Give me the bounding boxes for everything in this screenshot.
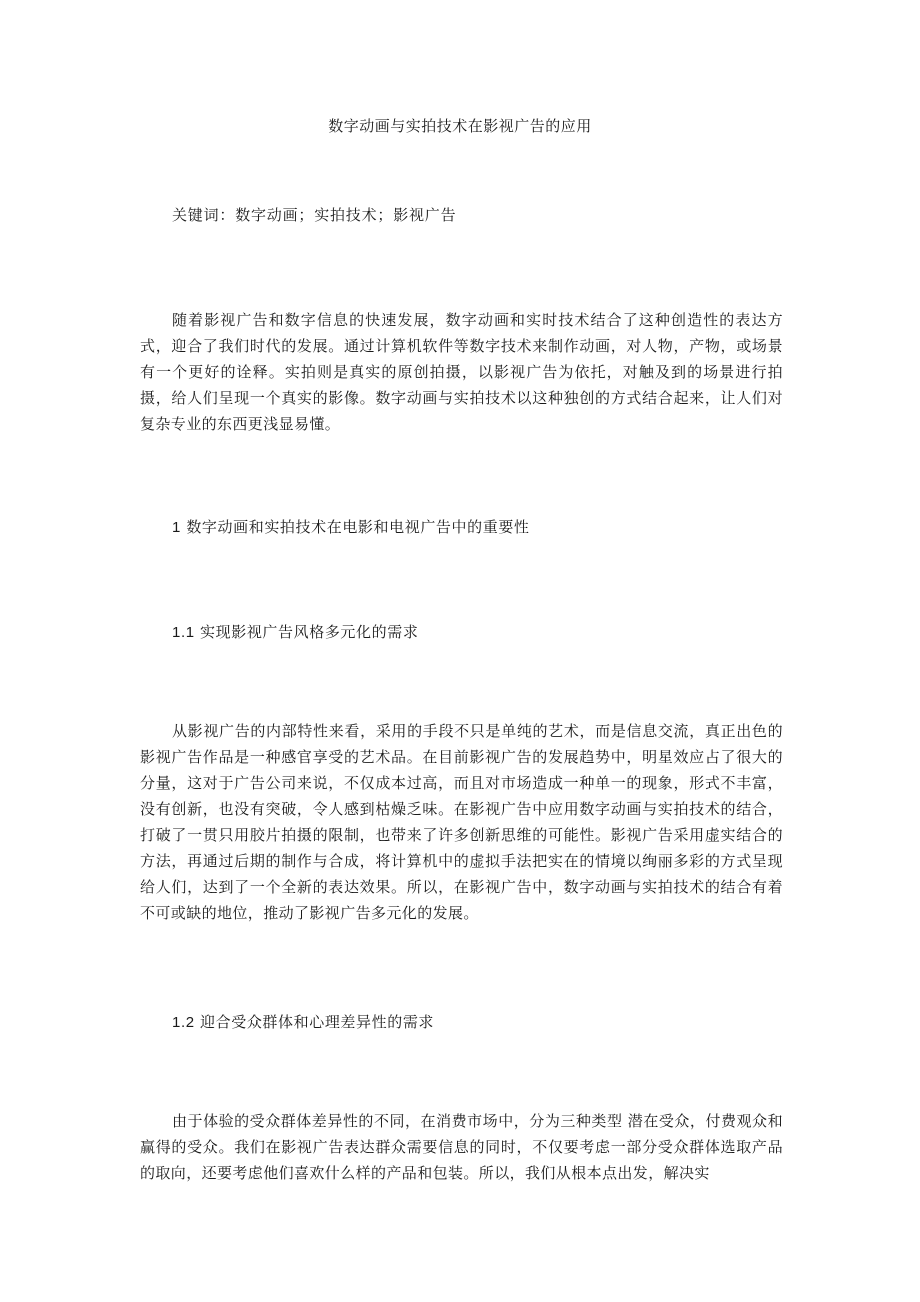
section-number: 1.1 [172, 624, 195, 641]
section-heading-1-2 [172, 1012, 434, 1033]
section-1-2-paragraph: 由于体验的受众群体差异性的不同，在消费市场中，分为三种类型 潜在受众，付费观众和赢得的受众。我们在影视广告表达群众需要信息的同时，不仅要考虑一部分受众群体选取产品的取向，还要考虑他们喜欢什么样的产品和包装。所以，我们从根本点出发，解决实 [140, 1112, 783, 1182]
section-title: 实现影视广告风格多元化的需求 [200, 623, 419, 641]
section-number: 1.2 [172, 1014, 195, 1031]
intro-paragraph: 随着影视广告和数字信息的快速发展，数字动画和实时技术结合了这种创造性的表达方式，迎合了我们时代的发展。通过计算机软件等数字技术来制作动画，对人物，产物，或场景有一个更好的诠释。实拍则是真实的原创拍摄，以影视广告为依托，对触及到的场景进行拍摄，给人们呈现一个真实的影像。数字动画与实拍技术以这种独创的方式结合起来，让人们对复杂专业的东西更浅显易懂。 [140, 311, 783, 433]
section-title: 迎合受众群体和心理差异性的需求 [200, 1013, 435, 1031]
section-title: 数字动画和实拍技术在电影和电视广告中的重要性 [186, 518, 530, 536]
keywords-line: 关键词：数字动画；实拍技术；影视广告 [172, 206, 457, 224]
section-1-1-paragraph: 从影视广告的内部特性来看，采用的手段不只是单纯的艺术，而是信息交流，真正出色的影视广告作品是一种感官享受的艺术品。在目前影视广告的发展趋势中，明星效应占了很大的分量，这对于广告公司来说，不仅成本过高，而且对市场造成一种单一的现象，形式不丰富，没有创新，也没有突破，令人感到枯燥乏味。在影视广告中应用数字动画与实拍技术的结合，打破了一贯只用胶片拍摄的限制，也带来了许多创新思维的可能性。影视广告采用虚实结合的方法，再通过后期的制作与合成，将计算机中的虚拟手法把实在的情境以绚丽多彩的方式呈现给人们，达到了一个全新的表达效果。所以，在影视广告中，数字动画与实拍技术的结合有着不可或缺的地位，推动了影视广告多元化的发展。 [140, 722, 783, 922]
document-title: 数字动画与实拍技术在影视广告的应用 [328, 117, 592, 135]
section-heading-1 [172, 517, 530, 538]
section-number: 1 [172, 519, 181, 536]
section-heading-1-1 [172, 622, 418, 643]
